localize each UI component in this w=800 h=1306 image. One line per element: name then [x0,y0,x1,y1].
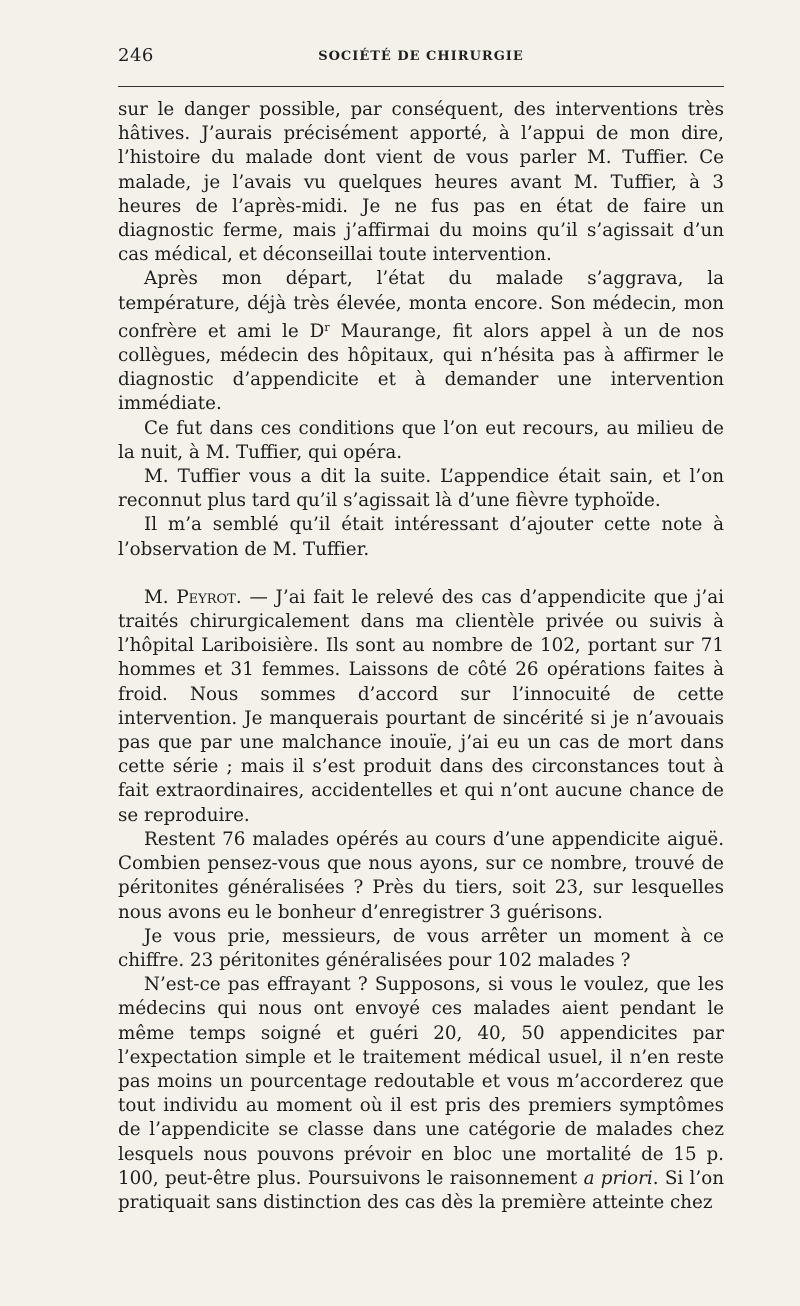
paragraph: Je vous prie, messieurs, de vous arrêter un moment à ce chiffre. 23 péritonites généralisées pour 102 malades ? [118,925,724,971]
paragraph: M. Tuffier vous a dit la suite. L’appendice était sain, et l’on reconnut plus tard qu’il s’agissait là d’une fièvre typhoïde. [118,466,724,512]
paragraph: Ce fut dans ces conditions que l’on eut recours, au milieu de la nuit, à M. Tuffier, qui opéra. [118,417,724,463]
paragraph-text: Après mon départ, l’état du malade s’aggrava, la température, déjà très élevée, monta encore. Son médecin, mon confrère et ami le D [118,268,724,342]
speaker-name: Peyrot [176,586,236,608]
paragraph: sur le danger possible, par conséquent, des interventions très hâtives. J’aurais précisément apporté, à l’appui de mon dire, l’histoire du malade dont vient de vous parler M. Tuffier. Ce malade, je l’avais vu quelques heures avant M. Tuffier, à 3 heures de l’après-midi. Je ne fus pas en état de faire un diagnostic ferme, mais j’affirmai du moins qu’il s’agissait d’un cas médical, et déconseillai toute intervention. [118,99,724,266]
superscript: r [324,320,330,334]
running-title: SOCIÉTÉ DE CHIRURGIE [318,49,524,64]
paragraph-text: Maurange, fit alors appel à un de nos collègues, médecin des hôpitaux, qui n’hésita pas à affirmer le diagnostic d’appendicite et à demander une intervention immédiate. [118,320,724,415]
paragraph-text: N’est-ce pas effrayant ? Supposons, si vous le voulez, que les médecins qui nous ont envoyé ces malades aient pendant le même temps soigné et guéri 20, 40, 50 appendicites par l’expectation simple et le traitement médical usuel, il n’en reste pas moins un pourcentage redoutable et vous m’accorderez que tout individu au moment où il est pris des premiers symptômes de l’appendicite se classe dans une catégorie de malades chez lesquels nous pouvons prévoir en bloc une mortalité de 15 p. 100, peut-être plus. Poursuivons le raisonnement [118,974,724,1189]
paragraph [118,267,724,416]
page-number: 246 [118,45,154,66]
page-header [118,45,724,73]
italic-phrase: a priori [583,1167,653,1189]
paragraph [118,973,724,1215]
paragraph-speaker-intervention [118,586,724,828]
paragraph: Il m’a semblé qu’il était intéressant d’ajouter cette note à l’observation de M. Tuffier. [118,514,724,560]
paragraph-text: . — J’ai fait le relevé des cas d’appendicite que j’ai traités chirurgicalement dans ma clientèle privée ou suivis à l’hôpital Lariboisière. Ils sont au nombre de 102, portant sur 71 hommes et 31 femmes. Laissons de côté 26 opérations faites à froid. Nous sommes d’accord sur l’innocuité de cette intervention. Je manquerais pourtant de sincérité si je n’avouais pas que par une malchance inouïe, j’ai eu un cas de mort dans cette série ; mais il s’est produit dans des circonstances tout à fait extraordinaires, accidentelles et qui n’ont aucune chance de se reproduire. [118,586,724,826]
body-text [118,98,724,1215]
paragraph-text: . Si l’on pratiquait sans distinction des cas dès la première atteinte chez [118,1167,724,1213]
header-rule [118,86,724,87]
speaker-prefix: M. [144,586,177,608]
paragraph: Restent 76 malades opérés au cours d’une appendicite aiguë. Combien pensez-vous que nous ayons, sur ce nombre, trouvé de péritonites généralisées ? Près du tiers, soit 23, sur lesquelles nous avons eu le bonheur d’enregistrer 3 guérisons. [118,828,724,923]
